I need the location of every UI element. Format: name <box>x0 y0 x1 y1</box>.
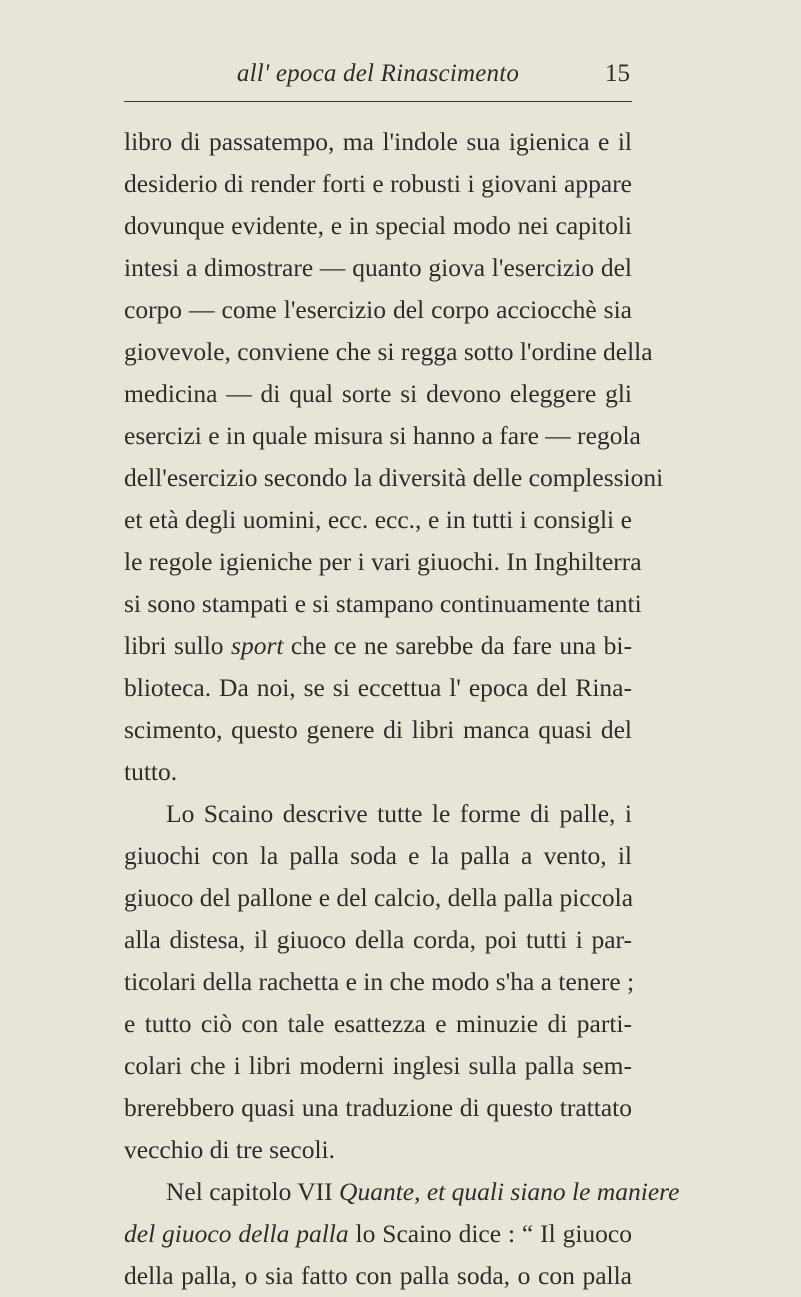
text-line <box>124 625 632 667</box>
text-line: brerebbero quasi una traduzione di questo trattato <box>124 1093 632 1122</box>
text-segment: Nel capitolo VII <box>166 1177 340 1206</box>
header-rule <box>124 101 632 102</box>
running-title: all' epoca del Rinascimento <box>236 60 520 87</box>
text-line: ticolari della rachetta e in che modo s'ha a tenere ; <box>124 967 635 996</box>
text-line: colari che i libri moderni inglesi sulla palla sem- <box>124 1051 632 1080</box>
text-line: alla distesa, il giuoco della corda, poi tutti i par- <box>124 925 632 954</box>
text-line: intesi a dimostrare — quanto giova l'esercizio del <box>124 253 632 282</box>
body-text <box>124 121 680 1297</box>
paragraph-start-line <box>124 1171 680 1213</box>
text-line: dovunque evidente, e in special modo nei capitoli <box>124 211 632 240</box>
text-segment: libri sullo <box>124 631 232 660</box>
text-segment: lo Scaino dice : “ Il giuoco <box>348 1219 633 1248</box>
text-line: et età degli uomini, ecc. ecc., e in tutti i consigli e <box>124 505 632 534</box>
text-line: e tutto ciò con tale esattezza e minuzie di parti- <box>124 1009 632 1038</box>
text-segment: che ce ne sarebbe da fare una bi- <box>283 631 632 660</box>
italic-book-title: del giuoco della palla <box>124 1219 349 1248</box>
text-line <box>124 1213 632 1255</box>
text-line: dell'esercizio secondo la diversità delle complessioni <box>124 463 664 492</box>
text-line: si sono stampati e si stampano continuamente tanti <box>124 589 642 618</box>
text-line: medicina — di qual sorte si devono eleggere gli <box>124 379 632 408</box>
text-line: le regole igieniche per i vari giuochi. In Inghilterra <box>124 547 642 576</box>
text-line: giovevole, conviene che si regga sotto l'ordine della <box>124 337 653 366</box>
text-line: esercizi e in quale misura si hanno a fare — regola <box>124 421 641 450</box>
page-number: 15 <box>605 60 630 87</box>
text-line: corpo — come l'esercizio del corpo acciocchè sia <box>124 295 632 324</box>
text-line: desiderio di render forti e robusti i giovani appare <box>124 169 632 198</box>
paragraph-start-line: Lo Scaino descrive tutte le forme di palle, i <box>166 799 632 828</box>
running-header <box>124 60 632 94</box>
paragraph-end-line: vecchio di tre secoli. <box>124 1135 335 1164</box>
italic-term: sport <box>231 631 284 660</box>
text-line: libro di passatempo, ma l'indole sua igienica e il <box>124 127 632 156</box>
text-line: blioteca. Da noi, se si eccettua l' epoca del Rina- <box>124 673 632 702</box>
text-line: scimento, questo genere di libri manca quasi del <box>124 715 632 744</box>
text-line: della palla, o sia fatto con palla soda, o con palla <box>124 1261 632 1290</box>
text-line: giuoco del pallone e del calcio, della palla piccola <box>124 883 634 912</box>
text-line: giuochi con la palla soda e la palla a vento, il <box>124 841 632 870</box>
italic-book-title: Quante, et quali siano le maniere <box>339 1177 680 1206</box>
paragraph-end-line: tutto. <box>124 757 178 786</box>
